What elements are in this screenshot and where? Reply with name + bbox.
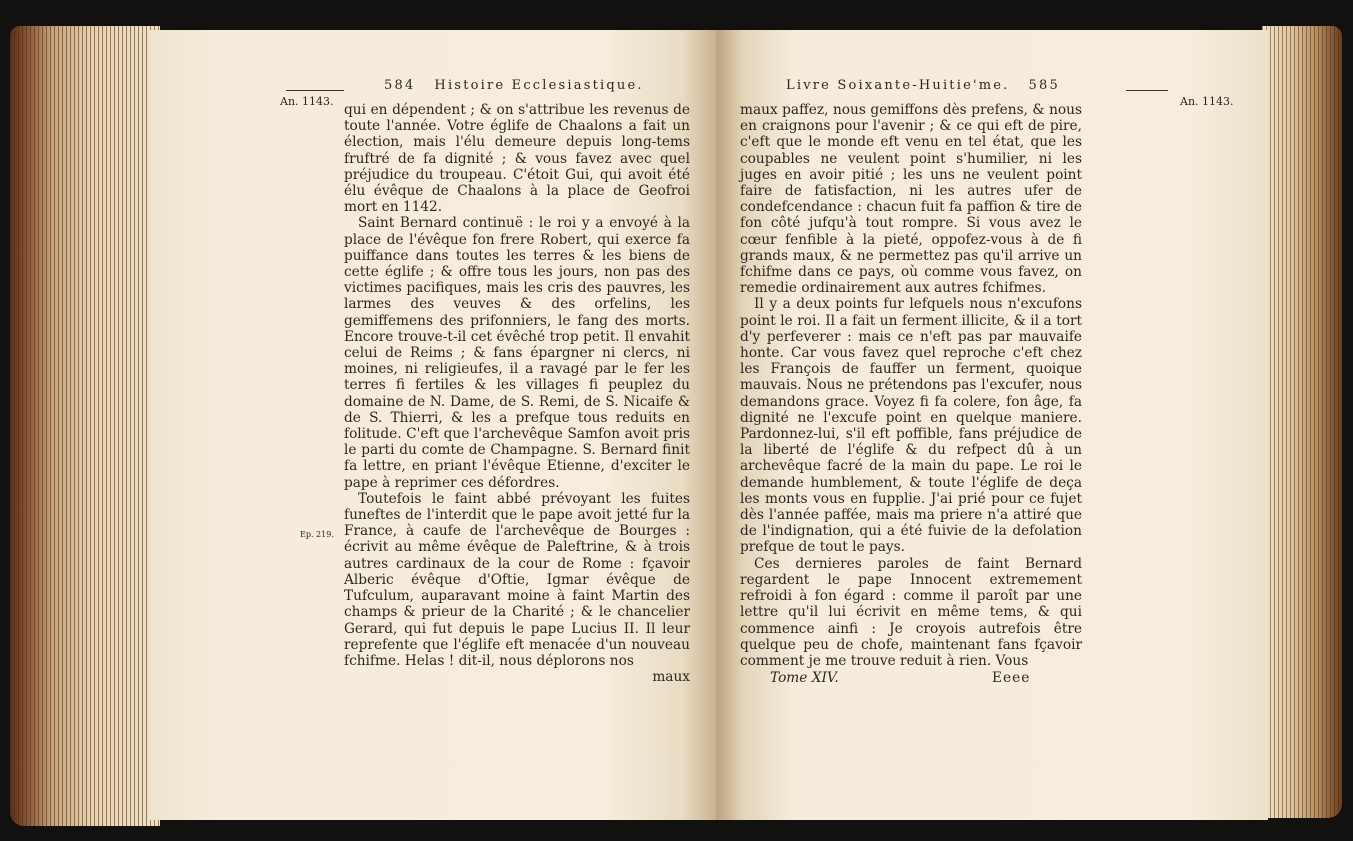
left-running-head: Histoire Ecclesiastique. xyxy=(434,78,644,93)
book-edge-left xyxy=(10,26,160,826)
page-footer xyxy=(740,670,1082,686)
right-page-number: 585 xyxy=(1028,78,1060,93)
left-page xyxy=(150,30,716,820)
paragraph: qui en dépendent ; & on s'attribue les revenus de toute l'année. Votre églife de Chaalons a fait un élection, mais l'élu demeure depuis long-tems fruftré de fa dignité ; & vous favez avec quel préjudice du troupeau. C'étoit Gui, qui avoit été élu évêque de Chaalons à la place de Geofroi mort en 1142. xyxy=(344,102,690,216)
book-edge-right xyxy=(1262,26,1342,818)
paragraph: Ces dernieres paroles de faint Bernard regardent le pape Innocent extremement refroidi à fon égard : comme il paroît par une lettre qu'il lui écrivit en même tems, & qui commence ainfi : Je croyois autrefois être quelque peu de chofe, maintenant fans fçavoir comment je me trouve reduit à rien. Vous xyxy=(740,555,1082,669)
paragraph: Toutefois le faint abbé prévoyant les fuites funeftes de l'interdit que le pape avoit jetté fur la France, à caufe de l'archevêque de Bourges : écrivit au même évêque de Paleftrine, & à trois autres cardinaux de la cour de Rome : fçavoir Alberic évêque d'Oftie, Igmar évêque de Tufculum, auparavant moine à faint Martin des champs & prieur de la Charité ; & le chancelier Gerard, qui fut depuis le pape Lucius II. Il leur reprefente que l'églife eft menacée d'un nouveau fchifme. Helas ! dit-il, nous déplorons nos xyxy=(344,490,690,669)
right-running-head: Livre Soixante-Huitie'me. xyxy=(786,78,1010,93)
paragraph: Il y a deux points fur lefquels nous n'excufons point le roi. Il a fait un ferment illicite, & il a tort d'y perfeverer : mais ce n'eft pas par mauvaife honte. Car vous favez quel reproche c'eft chez les François de fauffer un ferment, quoique mauvais. Nous ne prétendons pas l'excufer, nous demandons grace. Voyez fi fa colere, fon âge, fa dignité ne l'excufe point en quelque maniere. Pardonnez-lui, s'il eft poffible, fans préjudice de la liberté de l'églife & du refpect dû à un archevêque facré de la main du pape. Le roi le demande humblement, & toute l'églife de deça les monts vous en fupplie. J'ai prié pour ce fujet dès l'année paffée, mais ma priere n'a attiré que de l'indignation, qui a été fuivie de la defolation prefque de tout le pays. xyxy=(740,296,1082,556)
right-page-body xyxy=(740,102,1082,686)
catchword: maux xyxy=(652,669,690,686)
right-page xyxy=(716,30,1268,820)
footer-signature: Eeee xyxy=(992,670,1031,687)
right-page-header xyxy=(786,78,1060,93)
left-margin-year: An. 1143. xyxy=(280,95,334,108)
left-page-body xyxy=(344,102,690,685)
left-margin-reference: Ep. 219. xyxy=(300,530,334,539)
head-rule-left xyxy=(286,90,344,91)
footer-tome: Tome XIV. xyxy=(770,670,839,687)
left-page-header xyxy=(384,78,644,93)
left-page-number: 584 xyxy=(384,78,416,93)
paragraph: maux paffez, nous gemiffons dès prefens, & nous en craignons pour l'avenir ; & ce qui eft de pire, c'eft que le monde eft venu en tel état, que les coupables ne veulent point s'humilier, ni les juges en avoir pitié ; les uns ne veulent point faire de fatisfaction, ni les autres ufer de condefcendance : chacun fuit fa paffion & tire de fon côté jufqu'à tout rompre. Si vous avez le cœur fenfible à la pieté, oppofez-vous à de fi grands maux, & ne permettez pas qu'il arrive un fchifme dans ce pays, où comme vous favez, on remedie ordinairement aux autres fchifmes. xyxy=(740,102,1082,297)
right-margin-year: An. 1143. xyxy=(1180,95,1234,108)
paragraph: Saint Bernard continuë : le roi y a envoyé à la place de l'évêque fon frere Robert, qui exerce fa puiffance dans toutes les terres & les biens de cette églife ; & offre tous les jours, non pas des victimes pacifiques, mais les cris des pauvres, les larmes des veuves & des orfelins, les gemiffemens des prifonniers, le fang des morts. Encore trouve-t-il cet évêché trop petit. Il envahit celui de Reims ; & fans épargner ni clercs, ni moines, ni religieufes, il a ravagé par le fer les terres fi fertiles & les villages fi peuplez du domaine de N. Dame, de S. Remi, de S. Nicaife & de S. Thierri, & les a prefque tous reduits en folitude. C'eft que l'archevêque Samfon avoit pris le parti du comte de Champagne. S. Bernard finit fa lettre, en priant l'évêque Etienne, d'exciter le pape à reprimer ces défordres. xyxy=(344,215,690,491)
head-rule-right xyxy=(1126,90,1168,91)
